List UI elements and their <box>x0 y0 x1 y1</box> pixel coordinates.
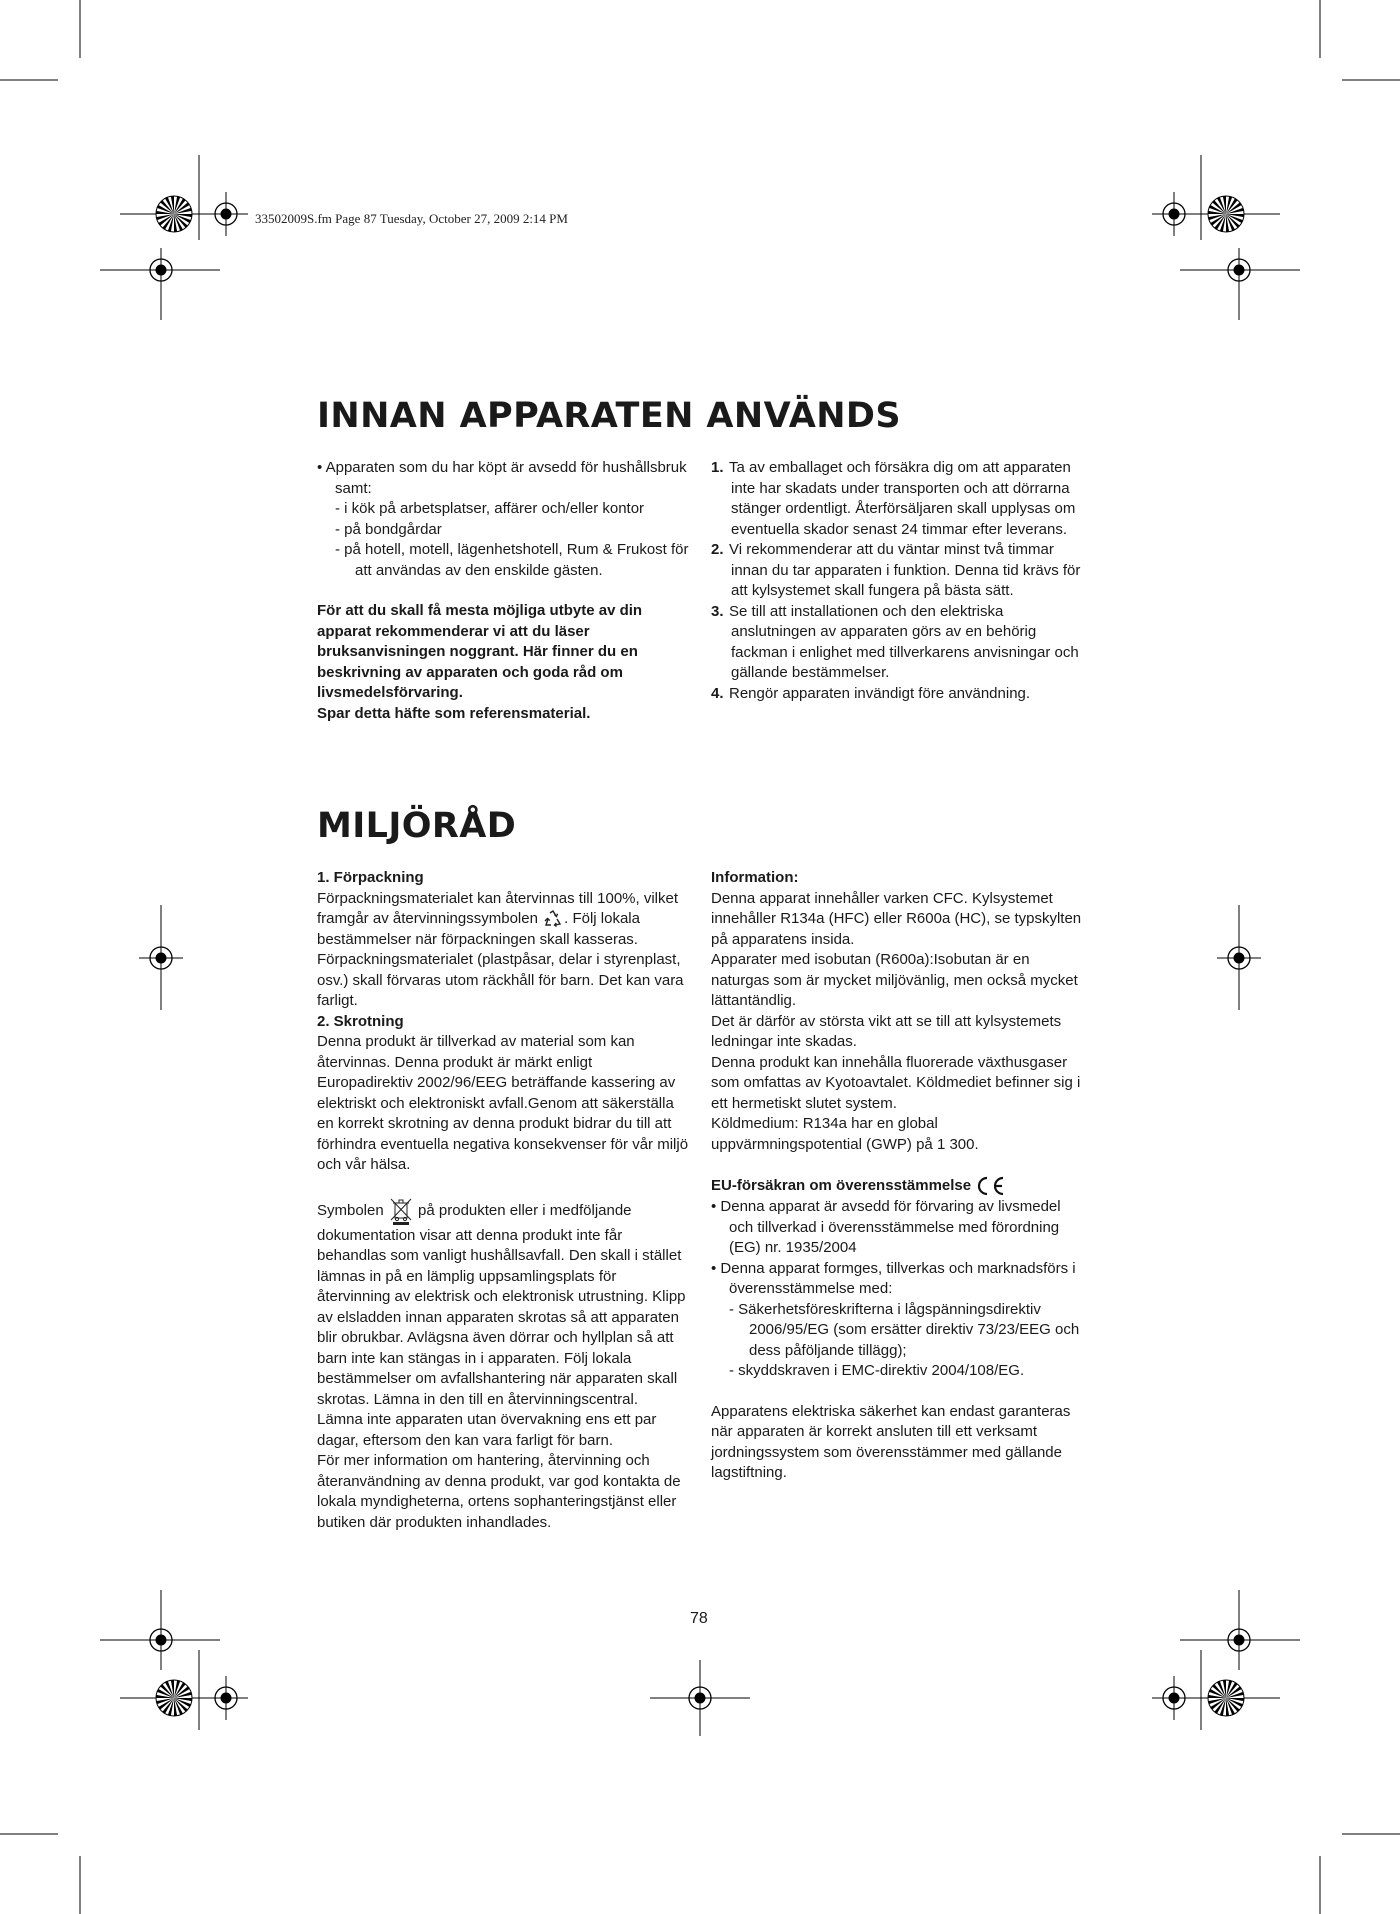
registration-mark <box>1217 248 1261 292</box>
step-number: 4. <box>711 684 724 702</box>
step-number: 1. <box>711 459 724 476</box>
star-target-mark <box>156 1680 192 1716</box>
before-use-left-column <box>317 458 689 724</box>
information-title: Information: <box>711 869 799 886</box>
usage-bullet: • Apparaten som du har köpt är avsedd för hushållsbruk samt: <box>317 459 687 497</box>
step-text: Se till att installationen och den elektriska anslutningen av apparaten görs av en behörig fackman i enlighet med tillverkarens anvisningar och gällande bestämmelser. <box>729 602 1079 681</box>
packaging-title: 1. Förpackning <box>317 869 424 886</box>
info-line: Apparater med isobutan (R600a):Isobutan är en naturgas som är mycket miljövänlig, men också mycket lättantändlig. <box>711 951 1078 1009</box>
registration-mark <box>1217 1618 1261 1662</box>
registration-mark <box>678 1676 722 1720</box>
registration-mark <box>1152 1676 1196 1720</box>
recycle-icon <box>542 910 564 928</box>
registration-mark <box>139 936 183 980</box>
eu-title-text: EU-försäkran om överensstämmelse <box>711 1176 972 1194</box>
page-number: 78 <box>690 1610 708 1627</box>
registration-mark <box>204 192 248 236</box>
star-target-mark <box>156 196 192 232</box>
weee-text-a: Symbolen <box>317 1201 388 1219</box>
registration-mark <box>1152 192 1196 236</box>
step-item <box>711 602 1085 684</box>
electrical-safety-text: Apparatens elektriska säkerhet kan endast garanteras när apparaten är korrekt ansluten till ett verksamt jordningssystem som överensstämmer med gällande lagstiftning. <box>711 1402 1071 1481</box>
weee-text <box>317 1196 689 1411</box>
registration-mark <box>139 1618 183 1662</box>
weee-text-b: på produkten eller i medföljande dokumentation visar att denna produkt inte får behandlas som vanligt hushållsavfall. Den skall i stället lämnas in på en lämplig uppsamlingsplats för återvinning av elektrisk och elektronisk utrustning. Klipp av elsladden innan apparaten skrotas så att apparaten blir obrukbar. Avlägsna även dörrar och hyllplan så att barn inte kan stängas in i apparaten. Följ lokala bestämmelser om avfallshantering när apparaten skall skrotas. Lämna in den till en återvinningscentral. <box>317 1201 686 1408</box>
packaging-text-a: Förpackningsmaterialet kan återvinnas till 100%, vilket framgår av återvinningssymbolen <box>317 889 679 927</box>
section-title-before-use: INNAN APPARATEN ANVÄNDS <box>317 396 901 436</box>
eu-declaration-title <box>711 1175 1085 1197</box>
step-item <box>711 540 1085 602</box>
usage-item-farms: - på bondgårdar <box>335 520 442 538</box>
step-number: 2. <box>711 541 724 558</box>
more-info-text: För mer information om hantering, återvinning och återanvändning av denna produkt, var god kontakta de lokala myndigheterna, ortens sophanteringstjänst eller butiken där produkten inhandlades. <box>317 1452 681 1531</box>
ce-mark-icon <box>975 1175 1007 1197</box>
read-manual-note: För att du skall få mesta möjliga utbyte av din apparat rekommenderar vi att du läser bruksanvisningen noggrant. Här finner du en beskrivning av apparaten och goda råd om livsmedelsförvaring. <box>317 602 643 701</box>
registration-mark <box>1217 936 1261 980</box>
keep-booklet-note: Spar detta häfte som referensmaterial. <box>317 704 591 722</box>
environment-left-column <box>317 868 689 1533</box>
step-number: 3. <box>711 602 724 620</box>
crossed-bin-icon <box>388 1196 414 1226</box>
registration-mark <box>139 248 183 292</box>
scrapping-title: 2. Skrotning <box>317 1012 404 1030</box>
usage-item-offices: - i kök på arbetsplatser, affärer och/eller kontor <box>335 500 645 517</box>
step-text: Rengör apparaten invändigt före användning. <box>729 684 1031 702</box>
scrapping-text: Denna produkt är tillverkad av material som kan återvinnas. Denna produkt är märkt enligt Europadirektiv 2002/96/EEG beträffande kassering av elektriskt och elektroniskt avfall.Genom att säkerställa en korrekt skrotning av denna produkt bidrar du till att förhindra eventuella negativa konsekvenser för vår miljö och vår hälsa. <box>317 1033 689 1173</box>
packaging-text <box>317 889 689 1012</box>
info-line: Det är därför av största vikt att se till att kylsystemets ledningar inte skadas. <box>711 1012 1062 1050</box>
eu-bullet-design: • Denna apparat formges, tillverkas och marknadsförs i överensstämmelse med: <box>711 1259 1076 1297</box>
step-text: Ta av emballaget och försäkra dig om att apparaten inte har skadats under transporten och att dörrarna stänger ordentligt. Återförsäljaren skall upplysas om eventuella skador senast 24 timmar efter leverans. <box>729 459 1076 538</box>
eu-bullet-food: • Denna apparat är avsedd för förvaring av livsmedel och tillverkad i överensstämmelse med förordning (EG) nr. 1935/2004 <box>711 1198 1061 1256</box>
star-target-mark <box>1208 196 1244 232</box>
supervision-warning: Lämna inte apparaten utan övervakning ens ett par dagar, eftersom den kan vara farligt för barn. <box>317 1411 657 1449</box>
packaging-text-b: . Följ lokala bestämmelser när förpackningen skall kasseras. Förpackningsmaterialet (plastpåsar, delar i styrenplast, osv.) skall förvaras utom räckhåll för barn. Det kan vara farligt. <box>317 910 684 1009</box>
usage-item-hotels: - på hotell, motell, lägenhetshotell, Rum & Frukost för att användas av den enskilde gästen. <box>335 541 689 579</box>
registration-mark <box>204 1676 248 1720</box>
eu-sub-lowvoltage: - Säkerhetsföreskrifterna i lågspänningsdirektiv 2006/95/EG (som ersätter direktiv 73/23/EEG och dess påföljande tillägg); <box>729 1300 1080 1359</box>
info-line: Denna apparat innehåller varken CFC. Kylsystemet innehåller R134a (HFC) eller R600a (HC), se typskylten på apparatens insida. <box>711 889 1082 948</box>
info-line: Köldmedium: R134a har en global uppvärmningspotential (GWP) på 1 300. <box>711 1115 979 1153</box>
before-use-steps <box>711 458 1085 704</box>
star-target-mark <box>1208 1680 1244 1716</box>
section-title-environment: MILJÖRÅD <box>317 806 517 846</box>
step-item <box>711 458 1085 540</box>
eu-sub-emc: - skyddskraven i EMC-direktiv 2004/108/EG. <box>729 1362 1025 1379</box>
info-line: Denna produkt kan innehålla fluorerade växthusgaser som omfattas av Kyotoavtalet. Köldmediet befinner sig i ett hermetiskt slutet system. <box>711 1053 1081 1112</box>
environment-right-column <box>711 868 1085 1484</box>
file-info-header: 33502009S.fm Page 87 Tuesday, October 27, 2009 2:14 PM <box>255 211 568 226</box>
step-item <box>711 684 1085 705</box>
step-text: Vi rekommenderar att du väntar minst två timmar innan du tar apparaten i funktion. Denna tid krävs för att kylsystemet skall fungera på bästa sätt. <box>729 541 1081 599</box>
